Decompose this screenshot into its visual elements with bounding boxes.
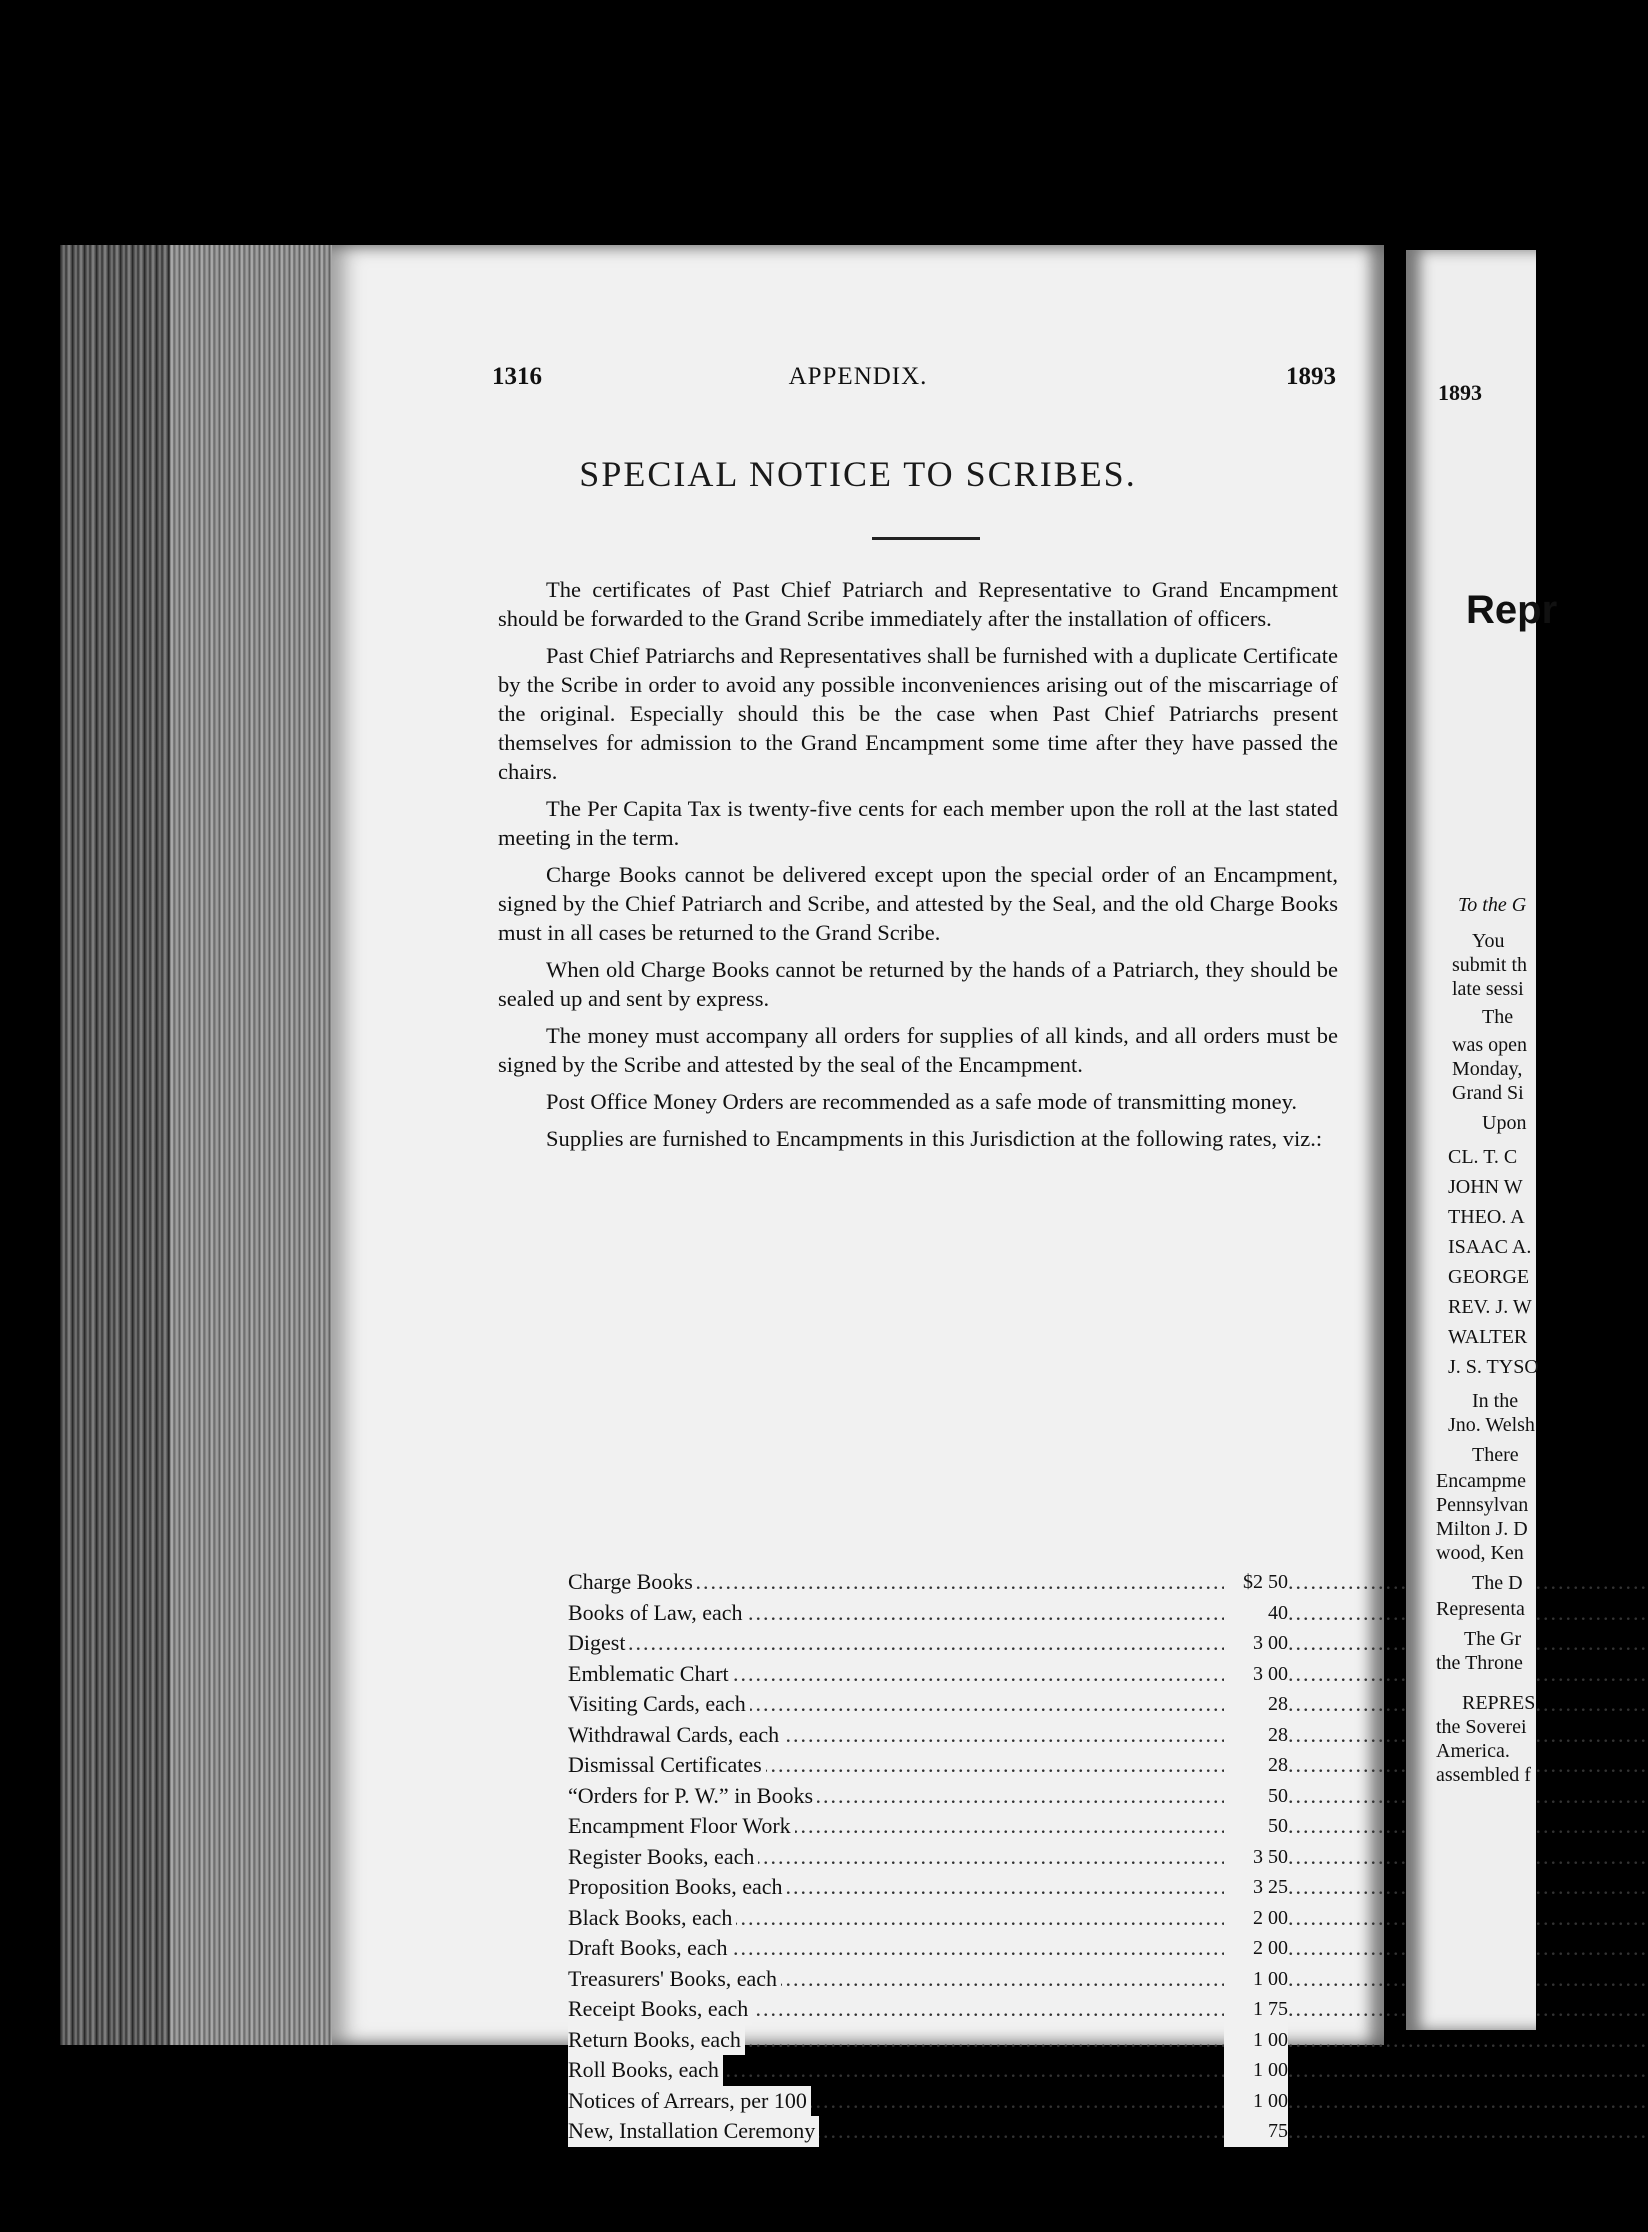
page-number: 1316 — [492, 363, 542, 390]
rate-row — [568, 1750, 1288, 1781]
paragraph: When old Charge Books cannot be returned by the hands of a Patriarch, they should be sealed up and sent by express. — [498, 957, 1338, 1011]
rate-item: New, Installation Ceremony — [568, 2116, 819, 2147]
rate-item: Visiting Cards, each — [568, 1689, 750, 1720]
rate-row — [568, 2055, 1288, 2086]
right-page-line: You — [1472, 930, 1505, 952]
rate-price: $2 50 — [1224, 1567, 1288, 1598]
page-stack — [170, 245, 335, 2045]
rate-row — [568, 2025, 1288, 2056]
right-page-line: Jno. Welsh — [1448, 1414, 1535, 1436]
running-header — [332, 363, 1384, 403]
right-page-line: late sessi — [1452, 978, 1524, 1000]
rate-row — [568, 1903, 1288, 1934]
rate-price: 2 00 — [1224, 1933, 1288, 1964]
right-page-line: The — [1482, 1006, 1514, 1028]
right-page-line: Encampme — [1436, 1470, 1526, 1492]
rate-row — [568, 1811, 1288, 1842]
rate-item: Emblematic Chart — [568, 1659, 733, 1690]
rate-row — [568, 2116, 1288, 2147]
rate-row — [568, 1598, 1288, 1629]
rate-row — [568, 1720, 1288, 1751]
rate-price: 1 00 — [1224, 2086, 1288, 2117]
rate-price: 28 — [1224, 1720, 1288, 1751]
right-page-line: ISAAC A. — [1448, 1236, 1532, 1258]
right-page-heading: Repr — [1466, 588, 1558, 632]
right-page-line: There — [1472, 1444, 1519, 1466]
rate-item: Roll Books, each — [568, 2055, 723, 2086]
right-page-line: REPRES — [1462, 1692, 1536, 1714]
rate-price: 40 — [1224, 1598, 1288, 1629]
rate-price: 28 — [1224, 1750, 1288, 1781]
rates-list — [568, 1567, 1288, 2147]
right-page-line: The D — [1472, 1572, 1523, 1594]
page-title: SPECIAL NOTICE TO SCRIBES. — [579, 454, 1137, 494]
left-page — [332, 245, 1384, 2143]
right-page-line: The Gr — [1464, 1628, 1522, 1650]
paragraph: The money must accompany all orders for supplies of all kinds, and all orders must be signed by the Scribe and attested by the seal of the Encampment. — [498, 1023, 1338, 1077]
rate-row — [568, 1933, 1288, 1964]
rate-price: 3 25 — [1224, 1872, 1288, 1903]
rate-price: 3 50 — [1224, 1842, 1288, 1873]
rate-price: 2 00 — [1224, 1903, 1288, 1934]
header-year: 1893 — [1286, 363, 1336, 390]
rate-item: Notices of Arrears, per 100 — [568, 2086, 811, 2117]
rate-row — [568, 1567, 1288, 1598]
rate-row — [568, 1842, 1288, 1873]
rate-price: 3 00 — [1224, 1628, 1288, 1659]
rate-price: 28 — [1224, 1689, 1288, 1720]
right-page-line: In the — [1472, 1390, 1519, 1412]
right-page-line: To the G — [1458, 894, 1527, 916]
rate-item: Books of Law, each — [568, 1598, 747, 1629]
rate-price: 1 00 — [1224, 2025, 1288, 2056]
paragraph: The certificates of Past Chief Patriarch and Representative to Grand Encampment should be forwarded to the Grand Scribe immediately after the installation of officers. — [498, 577, 1338, 631]
rate-item: Return Books, each — [568, 2025, 745, 2056]
rate-item: “Orders for P. W.” in Books — [568, 1781, 817, 1812]
leader-dots — [568, 1628, 1228, 1659]
rate-item: Black Books, each — [568, 1903, 736, 1934]
right-page-line: REV. J. W — [1448, 1296, 1532, 1318]
rate-price: 75 — [1224, 2116, 1288, 2147]
rate-price: 1 00 — [1224, 1964, 1288, 1995]
right-page-line: assembled f — [1436, 1764, 1531, 1786]
rate-row — [568, 1781, 1288, 1812]
right-page-line: THEO. A — [1448, 1206, 1525, 1228]
title-rule — [872, 537, 980, 540]
right-page-line: the Soverei — [1436, 1716, 1527, 1738]
rate-row — [568, 1689, 1288, 1720]
rate-item: Charge Books — [568, 1567, 697, 1598]
rate-row — [568, 1872, 1288, 1903]
paragraph: Charge Books cannot be delivered except upon the special order of an Encampment, signed by the Chief Patriarch and Scribe, and attested by the Seal, and the old Charge Books must in all cases be returned to the Grand Scribe. — [498, 862, 1338, 945]
rate-price: 3 00 — [1224, 1659, 1288, 1690]
right-page-year: 1893 — [1438, 380, 1482, 405]
running-title: APPENDIX. — [788, 363, 928, 390]
right-page-line: GEORGE — [1448, 1266, 1530, 1288]
right-page-line: WALTER — [1448, 1326, 1528, 1348]
rate-row — [568, 2086, 1288, 2117]
right-page-line: Upon — [1482, 1112, 1527, 1134]
rate-row — [568, 1659, 1288, 1690]
rate-price: 50 — [1224, 1811, 1288, 1842]
rate-item: Withdrawal Cards, each — [568, 1720, 783, 1751]
notice-body — [498, 575, 1338, 1161]
rate-item: Draft Books, each — [568, 1933, 731, 1964]
rate-price: 50 — [1224, 1781, 1288, 1812]
right-page-line: Grand Si — [1452, 1082, 1524, 1104]
right-page-line: CL. T. C — [1448, 1146, 1518, 1168]
rate-item: Treasurers' Books, each — [568, 1964, 781, 1995]
right-page-line: America. — [1436, 1740, 1510, 1762]
right-page-line: J. S. TYSO — [1448, 1356, 1539, 1378]
rate-item: Proposition Books, each — [568, 1872, 787, 1903]
right-page-line: JOHN W — [1448, 1176, 1523, 1198]
right-page-line: submit th — [1452, 954, 1528, 976]
right-page — [1406, 250, 1558, 2030]
rate-item: Dismissal Certificates — [568, 1750, 766, 1781]
rate-price: 1 00 — [1224, 2055, 1288, 2086]
right-page-line: Pennsylvan — [1436, 1494, 1529, 1516]
rate-item: Encampment Floor Work — [568, 1811, 795, 1842]
rate-item: Register Books, each — [568, 1842, 758, 1873]
paragraph: Supplies are furnished to Encampments in this Jurisdiction at the following rates, viz.: — [546, 1126, 1323, 1151]
rate-row — [568, 1964, 1288, 1995]
paragraph: Post Office Money Orders are recommended as a safe mode of transmitting money. — [546, 1089, 1298, 1114]
right-page-line: the Throne — [1436, 1652, 1523, 1674]
right-page-line: Monday, — [1452, 1058, 1523, 1080]
right-page-line: was open — [1452, 1034, 1527, 1056]
paragraph: Past Chief Patriarchs and Representatives shall be furnished with a duplicate Certificate by the Scribe in order to avoid any possible inconveniences arising out of the miscarriage of the original. Especially should this be the case when Past Chief Patriarchs present themselves for admission to the Grand Encampment some time after they have passed the chairs. — [498, 643, 1338, 784]
rate-row — [568, 1994, 1288, 2025]
rate-row — [568, 1628, 1288, 1659]
right-page-line: wood, Ken — [1436, 1542, 1524, 1564]
rate-price: 1 75 — [1224, 1994, 1288, 2025]
right-page-line: Representa — [1436, 1598, 1525, 1620]
right-page-line: Milton J. D — [1436, 1518, 1528, 1540]
rate-item: Receipt Books, each — [568, 1994, 752, 2025]
rate-item: Digest — [568, 1628, 629, 1659]
paragraph: The Per Capita Tax is twenty-five cents for each member upon the roll at the last stated meeting in the term. — [498, 796, 1338, 850]
